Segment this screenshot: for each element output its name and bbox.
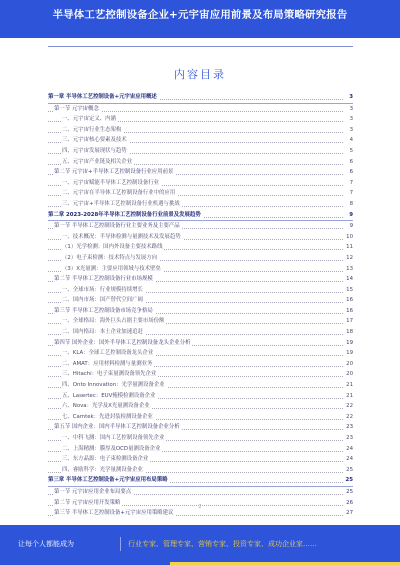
toc-entry-page: 9 <box>348 221 353 232</box>
toc-entry-label: 一、全球市场：行业规模持续增长 <box>62 285 145 296</box>
toc-chapter-entry[interactable] <box>48 475 353 487</box>
toc-entry-page: 13 <box>344 264 353 275</box>
toc-entry-label: 第二节 半导体工艺控制设备行业市场规模 <box>54 274 155 285</box>
toc-entry-page: 3 <box>348 114 353 125</box>
toc-entry-label: （3）X光量测：主要应用领域与技术壁垒 <box>62 264 163 275</box>
toc-entry-page: 26 <box>344 498 353 509</box>
toc-subsection-entry[interactable] <box>48 264 353 275</box>
toc-subsection-entry[interactable] <box>48 412 353 423</box>
toc-entry-label: （2）电子束检测：技术特点与发展方向 <box>62 253 159 264</box>
toc-entry-page: 22 <box>344 401 353 412</box>
toc-entry-label: 四、睿励科学：光学量测设备企业 <box>62 465 145 476</box>
toc-section-entry[interactable] <box>48 167 353 178</box>
toc-entry-page: 6 <box>348 157 353 168</box>
toc-entry-label: 第一章 半导体工艺控制设备+元宇宙应用概述 <box>48 92 159 103</box>
toc-entry-page: 21 <box>344 391 353 402</box>
toc-entry-label: 五、Lasertec：EUV掩模检测设备企业 <box>62 391 157 402</box>
toc-entry-label: 第三节 半导体工艺控制设备市场竞争格局 <box>54 306 155 317</box>
table-of-contents <box>48 92 353 519</box>
toc-entry-page: 20 <box>344 359 353 370</box>
toc-entry-label: 二、元宇宙在半导体工艺控制设备行业中的应用 <box>62 188 177 199</box>
toc-entry-page: 17 <box>344 316 353 327</box>
toc-entry-page: 22 <box>344 412 353 423</box>
toc-entry-page: 24 <box>344 454 353 465</box>
toc-subsection-entry[interactable] <box>48 465 353 476</box>
toc-entry-page: 14 <box>344 274 353 285</box>
toc-entry-label: 第三章 半导体工艺控制设备+元宇宙应用布局策略 <box>48 475 170 486</box>
footer-slogan-tail: 行业专家、管理专家、营销专家、投资专家、成功企业家…… <box>128 540 317 548</box>
toc-entry-label: 第四节 国外企业：国外半导体工艺控制设备龙头企业分析 <box>54 338 192 349</box>
toc-entry-label: 第一节 元宇宙概念 <box>54 104 101 115</box>
toc-subsection-entry[interactable] <box>48 178 353 189</box>
toc-subsection-entry[interactable] <box>48 146 353 157</box>
toc-section-entry[interactable] <box>48 104 353 115</box>
toc-entry-label: （1）光学检测：国内外设备主要技术路线 <box>62 242 164 253</box>
toc-entry-page: 18 <box>344 327 353 338</box>
toc-entry-label: 三、Hitachi：电子束量测设备领先企业 <box>62 369 158 380</box>
toc-entry-label: 第二章 2023-2028年半导体工艺控制设备行业前景及发展趋势 <box>48 210 203 221</box>
toc-section-entry[interactable] <box>48 221 353 232</box>
toc-entry-label: 第二节 元宇宙+半导体工艺控制设备行业应用前景 <box>54 167 175 178</box>
toc-subsection-entry[interactable] <box>48 125 353 136</box>
toc-entry-label: 二、上海精测：膜厚及OCD量测设备企业 <box>62 444 162 455</box>
toc-entry-page: 25 <box>343 475 353 486</box>
toc-section-entry[interactable] <box>48 306 353 317</box>
toc-entry-label: 一、KLA：全球工艺控制设备龙头企业 <box>62 348 155 359</box>
toc-entry-page: 21 <box>344 380 353 391</box>
toc-subsection-entry[interactable] <box>48 433 353 444</box>
toc-entry-page: 10 <box>344 232 353 243</box>
toc-entry-label: 一、元宇宙定义、内涵 <box>62 114 118 125</box>
toc-entry-page: 6 <box>348 167 353 178</box>
toc-entry-page: 20 <box>344 369 353 380</box>
toc-entry-page: 8 <box>348 199 353 210</box>
toc-entry-page: 25 <box>344 487 353 498</box>
toc-subsection-entry[interactable] <box>48 401 353 412</box>
toc-chapter-entry[interactable] <box>48 210 353 222</box>
footer-slogan-lead: 让每个人都能成为 <box>18 540 74 548</box>
toc-entry-label: 二、国内市场：国产替代空间广阔 <box>62 295 145 306</box>
toc-section-entry[interactable] <box>48 422 353 433</box>
toc-subsection-entry[interactable] <box>48 316 353 327</box>
toc-subsection-entry[interactable] <box>48 232 353 243</box>
footer-separator <box>120 537 121 551</box>
toc-entry-page: 12 <box>344 253 353 264</box>
toc-entry-label: 一、中科飞测：国内工艺控制设备领先企业 <box>62 433 166 444</box>
toc-entry-page: 3 <box>348 125 353 136</box>
toc-entry-label: 一、元宇宙赋能半导体工艺控制设备行业 <box>62 178 161 189</box>
toc-entry-label: 一、全球格局：海外巨头占据主要市场份额 <box>62 316 166 327</box>
report-title: 半导体工艺控制设备企业+元宇宙应用前景及布局策略研究报告 <box>52 9 348 21</box>
toc-subsection-entry[interactable] <box>48 242 353 253</box>
toc-subsection-entry[interactable] <box>48 285 353 296</box>
toc-entry-page: 7 <box>348 188 353 199</box>
toc-entry-label: 七、Camtek：先进封装检测设备企业 <box>62 412 155 423</box>
toc-entry-label: 第一节 元宇宙应用企业布局要点 <box>54 487 133 498</box>
toc-entry-label: 第五节 国内企业：国内半导体工艺控制设备企业分析 <box>54 422 182 433</box>
toc-entry-label: 三、东方晶源：电子束检测设备企业 <box>62 454 150 465</box>
toc-entry-page: 16 <box>344 306 353 317</box>
toc-entry-label: 第二节 元宇宙应用开发策略 <box>54 498 122 509</box>
toc-section-entry[interactable] <box>48 274 353 285</box>
toc-entry-page: 7 <box>348 178 353 189</box>
toc-entry-page: 3 <box>348 104 353 115</box>
page-number: 2 <box>198 504 202 510</box>
toc-entry-page: 15 <box>344 285 353 296</box>
toc-entry-page: 4 <box>348 135 353 146</box>
toc-subsection-entry[interactable] <box>48 253 353 264</box>
toc-subsection-entry[interactable] <box>48 444 353 455</box>
toc-subsection-entry[interactable] <box>48 188 353 199</box>
footer-band <box>0 525 400 565</box>
toc-entry-page: 27 <box>344 508 353 519</box>
toc-entry-label: 三、元宇宙+半导体工艺控制设备行业机遇与挑战 <box>62 199 182 210</box>
toc-subsection-entry[interactable] <box>48 359 353 370</box>
toc-subsection-entry[interactable] <box>48 391 353 402</box>
toc-subsection-entry[interactable] <box>48 135 353 146</box>
toc-entry-page: 25 <box>344 465 353 476</box>
toc-entry-label: 五、元宇宙产业链及相关企业 <box>62 157 134 168</box>
toc-entry-page: 5 <box>348 146 353 157</box>
header-band <box>0 0 400 38</box>
toc-subsection-entry[interactable] <box>48 369 353 380</box>
toc-entry-page: 23 <box>344 422 353 433</box>
toc-entry-page: 9 <box>347 210 353 221</box>
toc-subsection-entry[interactable] <box>48 327 353 338</box>
toc-entry-label: 二、AMAT：应用材料检测与量测业务 <box>62 359 154 370</box>
toc-entry-label: 四、元宇宙发展现状与趋势 <box>62 146 129 157</box>
toc-entry-label: 二、元宇宙行业生态架构 <box>62 125 123 136</box>
toc-subsection-entry[interactable] <box>48 114 353 125</box>
toc-entry-label: 第三节 半导体工艺控制设备+元宇宙应用策略建议 <box>54 508 175 519</box>
toc-entry-page: 11 <box>344 242 353 253</box>
toc-subsection-entry[interactable] <box>48 348 353 359</box>
toc-entry-page: 19 <box>344 338 353 349</box>
toc-entry-label: 第一节 半导体工艺控制设备行业主要业务及主要产品 <box>54 221 182 232</box>
toc-subsection-entry[interactable] <box>48 380 353 391</box>
toc-section-entry[interactable] <box>48 338 353 349</box>
toc-entry-page: 19 <box>344 348 353 359</box>
toc-entry-label: 二、国内格局：本土企业加速追赶 <box>62 327 145 338</box>
toc-entry-label: 三、元宇宙核心要素及技术 <box>62 135 129 146</box>
toc-subsection-entry[interactable] <box>48 295 353 306</box>
toc-entry-page: 24 <box>344 444 353 455</box>
toc-subsection-entry[interactable] <box>48 454 353 465</box>
toc-entry-page: 3 <box>347 92 353 103</box>
toc-section-entry[interactable] <box>48 487 353 498</box>
toc-entry-label: 一、技术概况：半导体检测与量测技术及发展趋势 <box>62 232 183 243</box>
toc-entry-page: 16 <box>344 295 353 306</box>
toc-entry-label: 六、Nova：光学及X光量测设备企业 <box>62 401 152 412</box>
toc-subsection-entry[interactable] <box>48 199 353 210</box>
toc-entry-page: 23 <box>344 433 353 444</box>
toc-entry-label: 四、Onto Innovation：光学量测设备企业 <box>62 380 167 391</box>
toc-subsection-entry[interactable] <box>48 157 353 168</box>
toc-chapter-entry[interactable] <box>48 92 353 104</box>
header-divider <box>48 46 353 47</box>
toc-heading: 内容目录 <box>174 68 226 81</box>
